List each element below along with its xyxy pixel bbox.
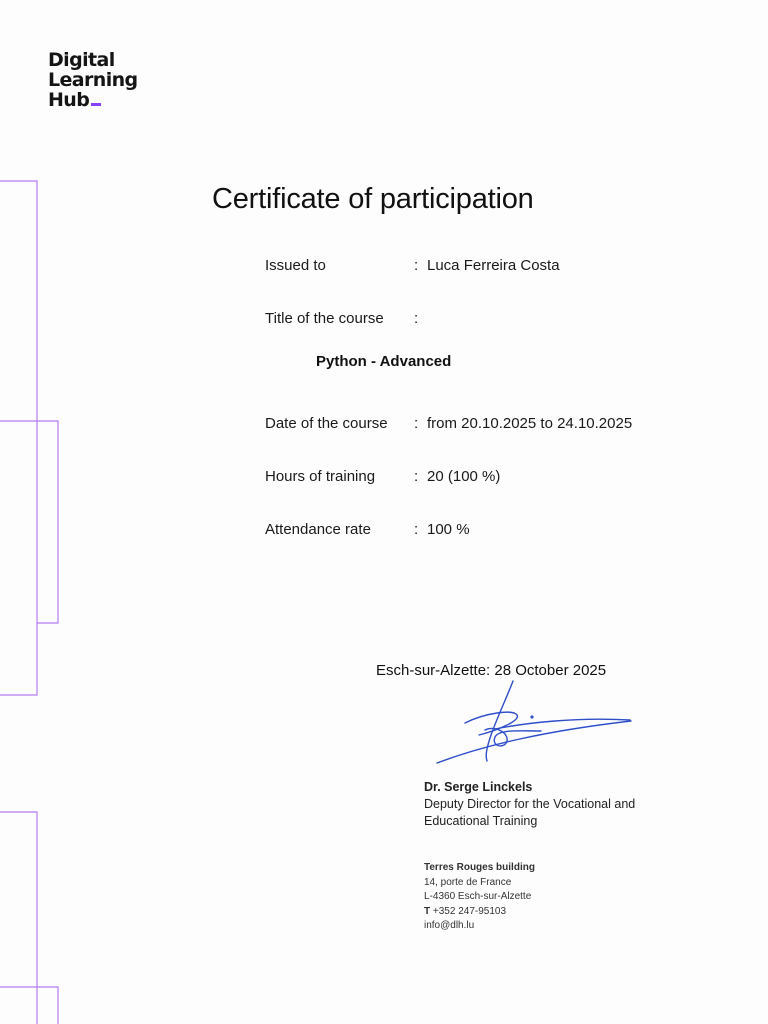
- course-title-label: Title of the course: [265, 310, 384, 327]
- signer-role-line-2: Educational Training: [424, 814, 538, 828]
- course-title-value: Python - Advanced: [316, 353, 452, 370]
- signer-name: Dr. Serge Linckels: [424, 780, 533, 794]
- issued-to-separator: :: [414, 257, 419, 274]
- address-phone-line: [424, 905, 535, 920]
- address-block: [424, 861, 535, 934]
- address-email: info@dlh.lu: [424, 920, 475, 931]
- course-date-separator: :: [414, 415, 419, 432]
- attendance-label: Attendance rate: [265, 521, 371, 538]
- address-phone: +352 247-95103: [432, 905, 507, 917]
- logo-underscore-mark: [91, 103, 101, 106]
- hours-value: 20 (100 %): [427, 468, 501, 485]
- signer-role-line-1: Deputy Director for the Vocational and: [424, 797, 636, 811]
- address-building: Terres Rouges building: [424, 862, 535, 873]
- address-street: 14, porte de France: [424, 876, 512, 888]
- logo-line-1: Digital: [48, 49, 115, 71]
- place-and-date: Esch-sur-Alzette: 28 October 2025: [376, 662, 607, 679]
- certificate-title: Certificate of participation: [212, 183, 534, 215]
- course-title-separator: :: [414, 310, 419, 327]
- logo-line-3-text: Hub: [48, 89, 90, 111]
- decorative-border-lines: [0, 0, 80, 1024]
- signer-block: [424, 779, 635, 830]
- course-date-label: Date of the course: [265, 415, 388, 432]
- logo-line-2: Learning: [48, 69, 138, 91]
- attendance-separator: :: [414, 521, 419, 538]
- issued-to-label: Issued to: [265, 257, 326, 274]
- handwritten-signature: [425, 675, 645, 775]
- phone-prefix: T: [424, 905, 431, 917]
- address-city: L-4360 Esch-sur-Alzette: [424, 891, 532, 902]
- attendance-value: 100 %: [427, 521, 470, 538]
- issued-to-value: Luca Ferreira Costa: [427, 257, 560, 274]
- course-date-value: from 20.10.2025 to 24.10.2025: [427, 415, 633, 432]
- hours-label: Hours of training: [265, 468, 376, 485]
- hours-separator: :: [414, 468, 419, 485]
